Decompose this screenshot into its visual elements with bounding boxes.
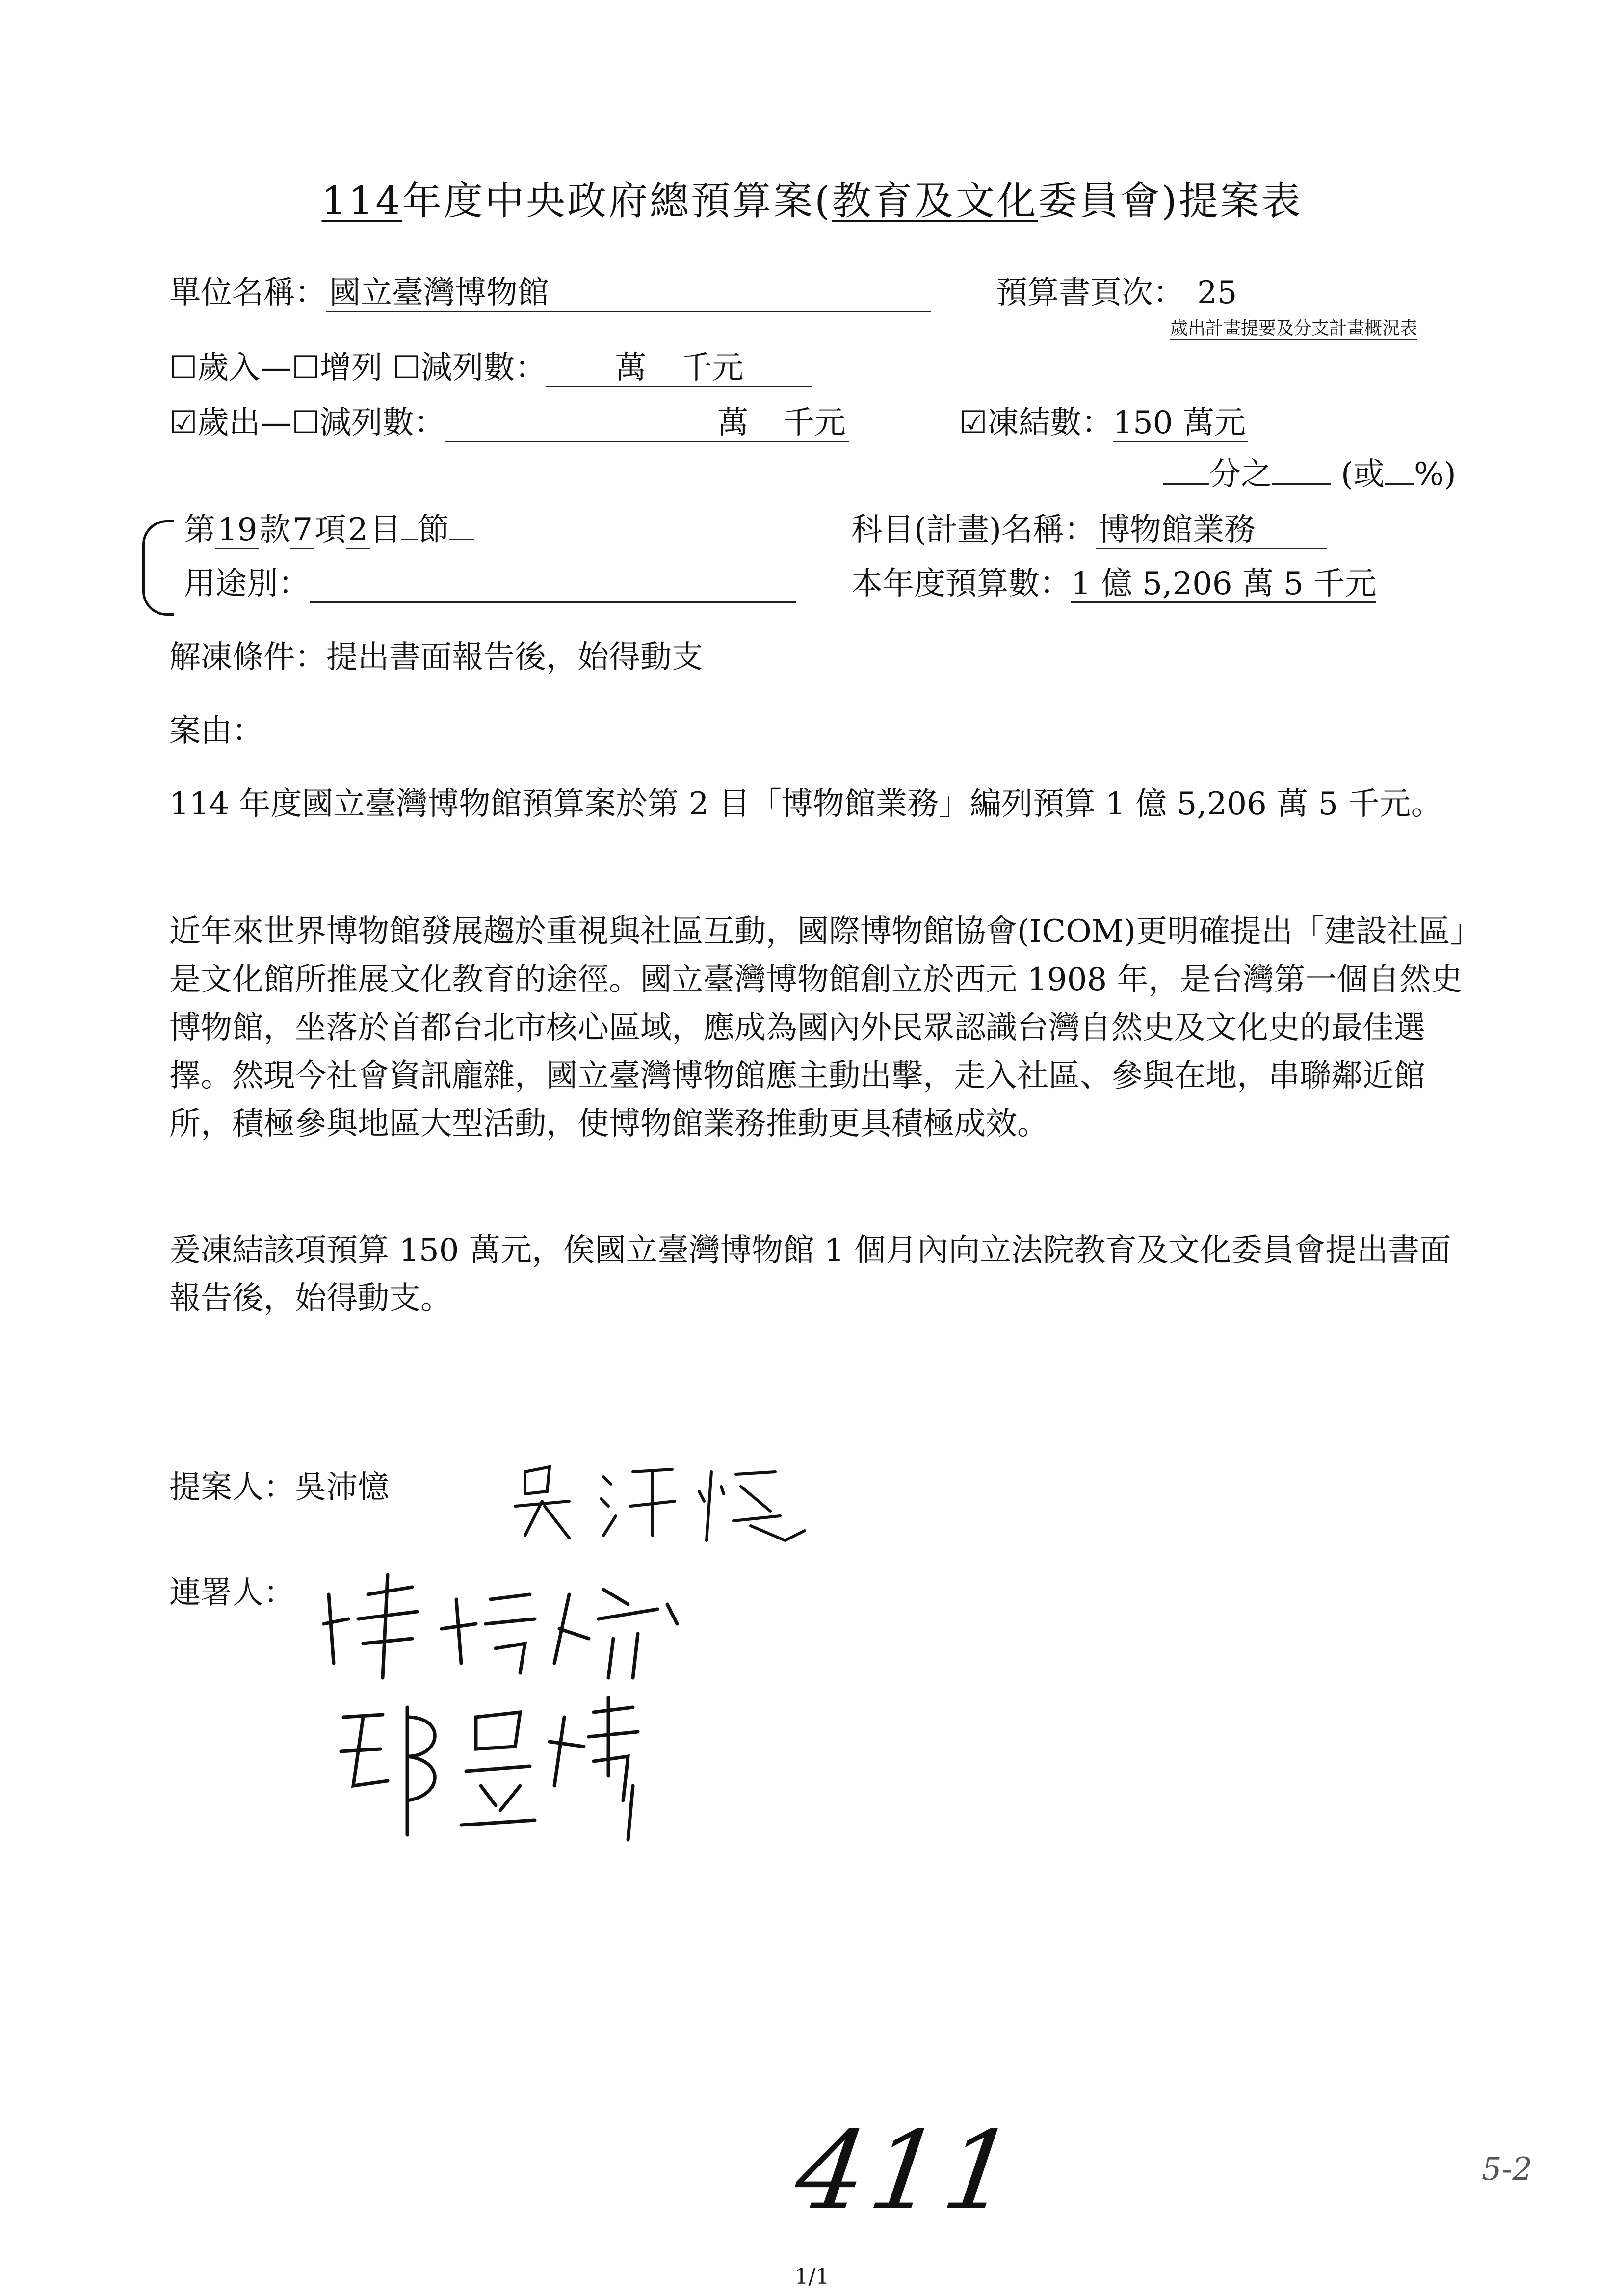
budget-page-label: 預算書頁次：	[996, 275, 1184, 311]
use-label: 用途別：	[184, 566, 310, 602]
expense-row	[169, 407, 849, 442]
paragraph-2: 近年來世界博物館發展趨於重視與社區互動，國際博物館協會(ICOM)更明確提出「建設社區」是文化館所推展文化教育的途徑。國立臺灣博物館創立於西元 1908 年，是台灣第一個自然史博物館，坐落於首都台北市核心區域，應成為國內外民眾認識台灣自然史及文化史的最佳選擇。然現今社會資訊龐雜，國立臺灣博物館應主動出擊，走入社區、參與在地，串聯鄰近館所，積極參與地區大型活動，使博物館業務推動更具積極成效。	[169, 913, 1466, 1142]
unit-label: 單位名稱：	[169, 275, 326, 311]
fraction-part3: %)	[1414, 456, 1456, 493]
proposer-row	[169, 1469, 389, 1506]
subject-label: 科目(計畫)名稱：	[851, 512, 1096, 548]
cosigner-signature-2	[334, 1688, 648, 1845]
proposer-signature	[505, 1452, 829, 1550]
freeze-label: ☑凍結數：	[959, 405, 1113, 441]
expense-unit-qian: 千元	[783, 405, 846, 441]
expense-unit-wan: 萬	[717, 405, 749, 441]
cosigner-signature-1	[314, 1565, 697, 1693]
proposer-name: 吳沛憶	[295, 1469, 389, 1506]
fraction-part2: (或	[1341, 456, 1385, 493]
freeze-row	[959, 407, 1248, 442]
cosigner-label: 連署人：	[169, 1575, 295, 1611]
budget-page-value: 25	[1197, 275, 1237, 311]
freeze-value: 150 萬元	[1113, 407, 1248, 442]
budget-value: 1 億 5,206 萬 5 千元	[1071, 566, 1377, 602]
use-row	[184, 568, 796, 603]
budget-page-note: 歲出計畫提要及分支計畫概況表	[1170, 320, 1417, 340]
item-kuan: 19	[215, 514, 259, 549]
page-title	[0, 169, 1624, 226]
subject-row	[851, 514, 1327, 549]
expense-options: ☑歲出—☐減列數：	[169, 405, 445, 441]
fraction-part1: 分之	[1209, 456, 1272, 493]
paragraph-3: 爰凍結該項預算 150 萬元，俟國立臺灣博物館 1 個月內向立法院教育及文化委員會提出書面報告後，始得動支。	[169, 1232, 1451, 1317]
page-footer: 1/1	[794, 2264, 830, 2289]
unit-value: 國立臺灣博物館	[326, 277, 931, 312]
income-amount	[546, 352, 812, 387]
item-bracket	[142, 520, 174, 616]
proposer-label: 提案人：	[169, 1469, 295, 1506]
title-committee: 教育及文化	[832, 178, 1038, 224]
reason-label: 案由：	[169, 713, 263, 749]
paragraph-1: 114 年度國立臺灣博物館預算案於第 2 目「博物館業務」編列預算 1 億 5,206 萬 5 千元。	[169, 786, 1442, 822]
title-year: 114	[321, 178, 403, 224]
income-row	[169, 352, 812, 387]
subject-value: 博物館業務	[1096, 514, 1327, 549]
income-unit-qian: 千元	[681, 350, 744, 386]
title-suffix: 委員會)提案表	[1038, 178, 1303, 224]
unit-name-row	[169, 277, 931, 312]
unfreeze-condition: 解凍條件：提出書面報告後，始得動支	[169, 639, 703, 676]
fraction-row	[1163, 456, 1456, 493]
item-row: 第19款7項2目 節	[184, 514, 474, 549]
handwritten-page-number: 411	[788, 2108, 1027, 2234]
budget-label: 本年度預算數：	[851, 566, 1071, 602]
income-options: ☐歲入—☐增列 ☐減列數：	[169, 350, 547, 386]
item-mu: 2	[346, 514, 370, 549]
expense-amount	[445, 407, 849, 442]
income-unit-wan: 萬	[615, 350, 647, 386]
title-prefix: 年度中央政府總預算案(	[402, 178, 832, 224]
handwritten-corner-mark: 5-2	[1482, 2151, 1533, 2188]
budget-row	[851, 568, 1376, 603]
item-xiang: 7	[290, 514, 314, 549]
budget-page-row	[996, 277, 1237, 309]
